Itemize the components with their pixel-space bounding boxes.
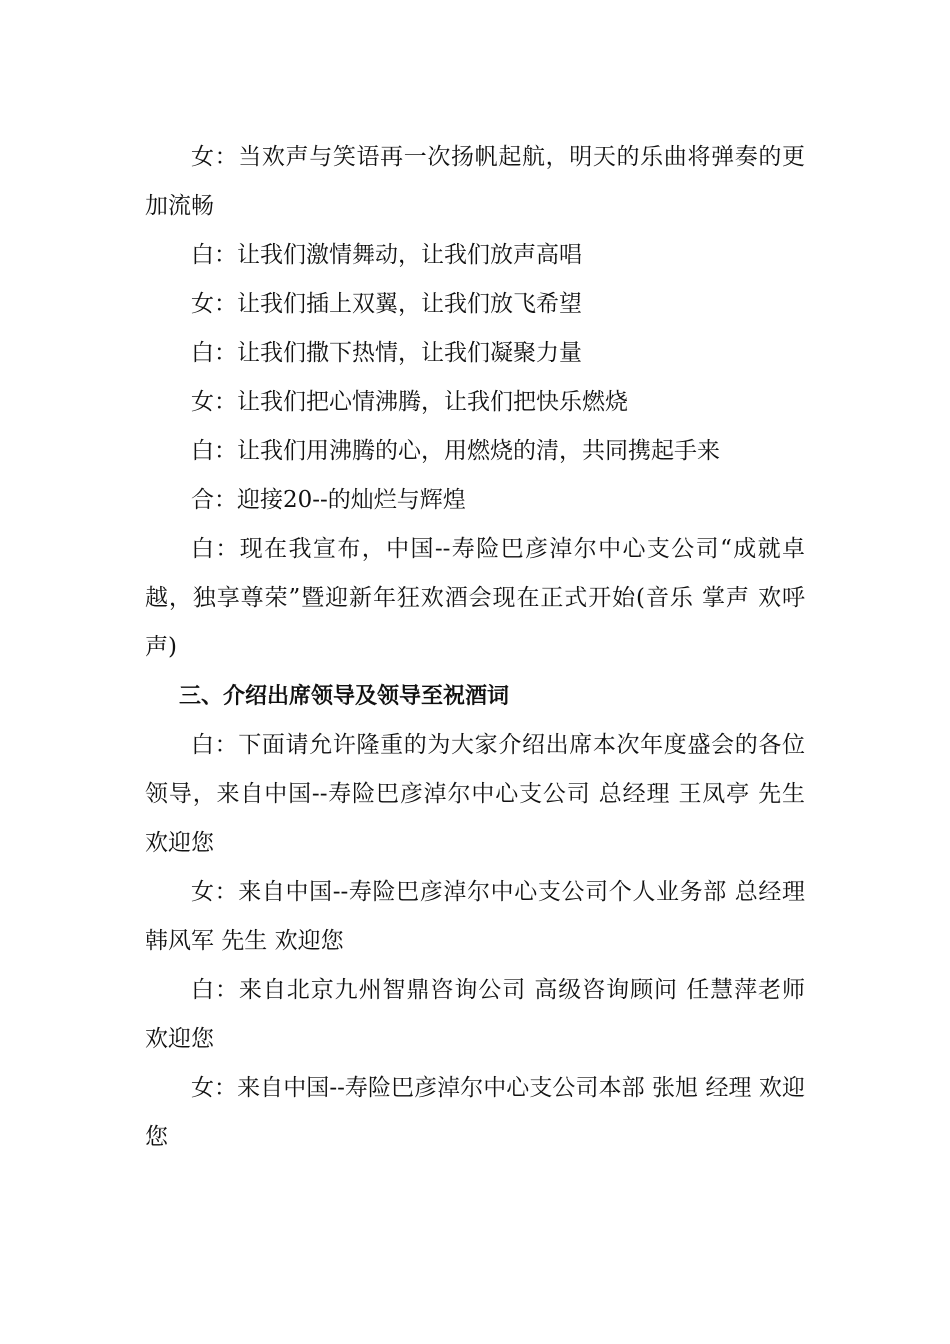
script-line: 女：让我们把心情沸腾，让我们把快乐燃烧: [191, 389, 628, 415]
script-line: 女：来自中国--寿险巴彦淖尔中心支公司本部 张旭 经理 欢迎您: [145, 1075, 805, 1150]
script-line: 女：当欢声与笑语再一次扬帆起航，明天的乐曲将弹奏的更加流畅: [145, 144, 805, 219]
script-line: 白：让我们激情舞动，让我们放声高唱: [191, 242, 582, 268]
script-line: 女：让我们插上双翼，让我们放飞希望: [191, 291, 582, 317]
script-line: 白：现在我宣布，中国--寿险巴彦淖尔中心支公司“成就卓越，独享尊荣”暨迎新年狂欢酒会现在正式开始(音乐 掌声 欢呼声): [145, 536, 805, 660]
script-line: 白：来自北京九州智鼎咨询公司 高级咨询顾问 任慧萍老师 欢迎您: [145, 977, 805, 1052]
document-body: [145, 133, 805, 1162]
script-line: 合：迎接20--的灿烂与辉煌: [191, 487, 466, 513]
script-line: 白：让我们撒下热情，让我们凝聚力量: [191, 340, 582, 366]
script-line: 白：让我们用沸腾的心，用燃烧的清，共同携起手来: [191, 438, 720, 464]
script-line: 白：下面请允许隆重的为大家介绍出席本次年度盛会的各位领导，来自中国--寿险巴彦淖尔中心支公司 总经理 王凤亭 先生 欢迎您: [145, 732, 805, 856]
script-line: 女：来自中国--寿险巴彦淖尔中心支公司个人业务部 总经理 韩风军 先生 欢迎您: [145, 879, 805, 954]
section-heading: 三、介绍出席领导及领导至祝酒词: [179, 684, 510, 709]
